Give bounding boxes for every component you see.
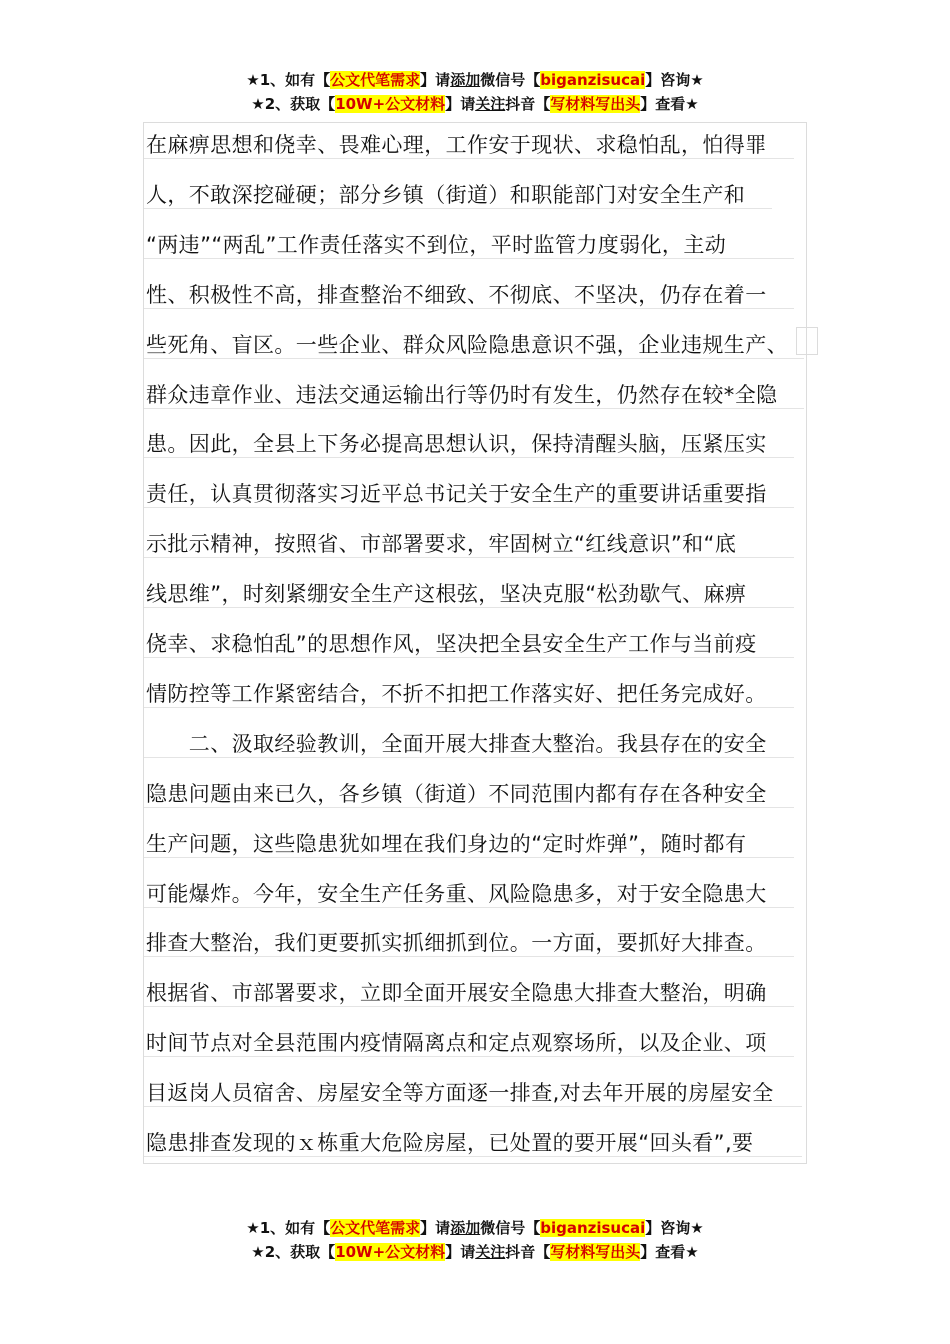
document-body — [143, 122, 807, 1164]
highlight-wechat-id: biganzisucai — [540, 71, 646, 89]
paragraph-line: 生产问题，这些隐患犹如埋在我们身边的“定时炸弹”，随时都有 — [144, 830, 794, 858]
paragraph-line: 根据省、市部署要求，立即全面开展安全隐患大排查大整治，明确 — [144, 979, 794, 1007]
margin-marker — [796, 327, 818, 355]
highlight-wechat-id: biganzisucai — [540, 1219, 646, 1237]
star-icon: ★ — [251, 95, 265, 113]
highlight-materials: 10W+公文材料 — [335, 95, 446, 113]
paragraph-line: 责任，认真贯彻落实习近平总书记关于安全生产的重要讲话重要指 — [144, 480, 794, 508]
highlight-douyin: 写材料写出头 — [550, 1243, 641, 1261]
paragraph-line: 人，不敢深挖碰硬；部分乡镇（街道）和职能部门对安全生产和 — [144, 181, 772, 209]
banner-text: 】咨询★ — [645, 71, 704, 89]
paragraph-line: 些死角、盲区。一些企业、群众风险隐患意识不强，企业违规生产、 — [144, 331, 804, 359]
banner-text: 微信号【 — [480, 1219, 541, 1237]
banner-line-1 — [0, 68, 950, 92]
underline-add: 添加 — [450, 1219, 481, 1237]
paragraph-line: 可能爆炸。今年，安全生产任务重、风险隐患多，对于安全隐患大 — [144, 880, 794, 908]
highlight-service: 公文代笔需求 — [330, 71, 421, 89]
banner-text: 2、获取【 — [264, 1243, 336, 1261]
banner-text: 】查看★ — [640, 95, 699, 113]
banner-text: 1、如有【 — [259, 1219, 331, 1237]
banner-text: 2、获取【 — [264, 95, 336, 113]
underline-follow: 关注 — [475, 1243, 506, 1261]
banner-text: 微信号【 — [480, 71, 541, 89]
highlight-materials: 10W+公文材料 — [335, 1243, 446, 1261]
star-icon: ★ — [246, 71, 260, 89]
banner-line-2 — [0, 92, 950, 116]
paragraph-line: 隐患问题由来已久，各乡镇（街道）不同范围内都有存在各种安全 — [144, 780, 794, 808]
paragraph-line: 群众违章作业、违法交通运输出行等仍时有发生，仍然存在较*全隐 — [144, 381, 804, 409]
paragraph-line: 二、汲取经验教训，全面开展大排查大整治。我县存在的安全 — [144, 730, 794, 758]
paragraph-line: 时间节点对全县范围内疫情隔离点和定点观察场所，以及企业、项 — [144, 1029, 794, 1057]
banner-text: 】请 — [420, 71, 451, 89]
banner-text: 】请 — [445, 1243, 476, 1261]
underline-add: 添加 — [450, 71, 481, 89]
banner-text: 抖音【 — [505, 95, 551, 113]
paragraph-line: 隐患排查发现的ｘ栋重大危险房屋，已处置的要开展“回头看”,要 — [144, 1129, 802, 1157]
banner-line-1 — [0, 1216, 950, 1240]
banner-text: 】咨询★ — [645, 1219, 704, 1237]
header-banner — [0, 68, 950, 116]
star-icon: ★ — [251, 1243, 265, 1261]
paragraph-line: 排查大整治，我们更要抓实抓细抓到位。一方面，要抓好大排查。 — [144, 929, 794, 957]
paragraph-line: 线思维”，时刻紧绷安全生产这根弦，坚决克服“松劲歇气、麻痹 — [144, 580, 794, 608]
paragraph-line: 目返岗人员宿舍、房屋安全等方面逐一排查,对去年开展的房屋安全 — [144, 1079, 802, 1107]
banner-line-2 — [0, 1240, 950, 1264]
underline-follow: 关注 — [475, 95, 506, 113]
star-icon: ★ — [246, 1219, 260, 1237]
banner-text: 1、如有【 — [259, 71, 331, 89]
paragraph-line: 性、积极性不高，排查整治不细致、不彻底、不坚决，仍存在着一 — [144, 281, 794, 309]
paragraph-line: 情防控等工作紧密结合，不折不扣把工作落实好、把任务完成好。 — [144, 680, 794, 708]
footer-banner — [0, 1216, 950, 1264]
banner-text: 】请 — [420, 1219, 451, 1237]
banner-text: 】请 — [445, 95, 476, 113]
banner-text: 】查看★ — [640, 1243, 699, 1261]
highlight-douyin: 写材料写出头 — [550, 95, 641, 113]
paragraph-line: 示批示精神，按照省、市部署要求，牢固树立“红线意识”和“底 — [144, 530, 794, 558]
paragraph-line: “两违”“两乱”工作责任落实不到位，平时监管力度弱化，主动 — [144, 231, 794, 259]
highlight-service: 公文代笔需求 — [330, 1219, 421, 1237]
paragraph-line: 患。因此，全县上下务必提高思想认识，保持清醒头脑，压紧压实 — [144, 430, 794, 458]
paragraph-line: 在麻痹思想和侥幸、畏难心理，工作安于现状、求稳怕乱，怕得罪 — [144, 131, 794, 159]
banner-text: 抖音【 — [505, 1243, 551, 1261]
paragraph-line: 侥幸、求稳怕乱”的思想作风，坚决把全县安全生产工作与当前疫 — [144, 630, 794, 658]
